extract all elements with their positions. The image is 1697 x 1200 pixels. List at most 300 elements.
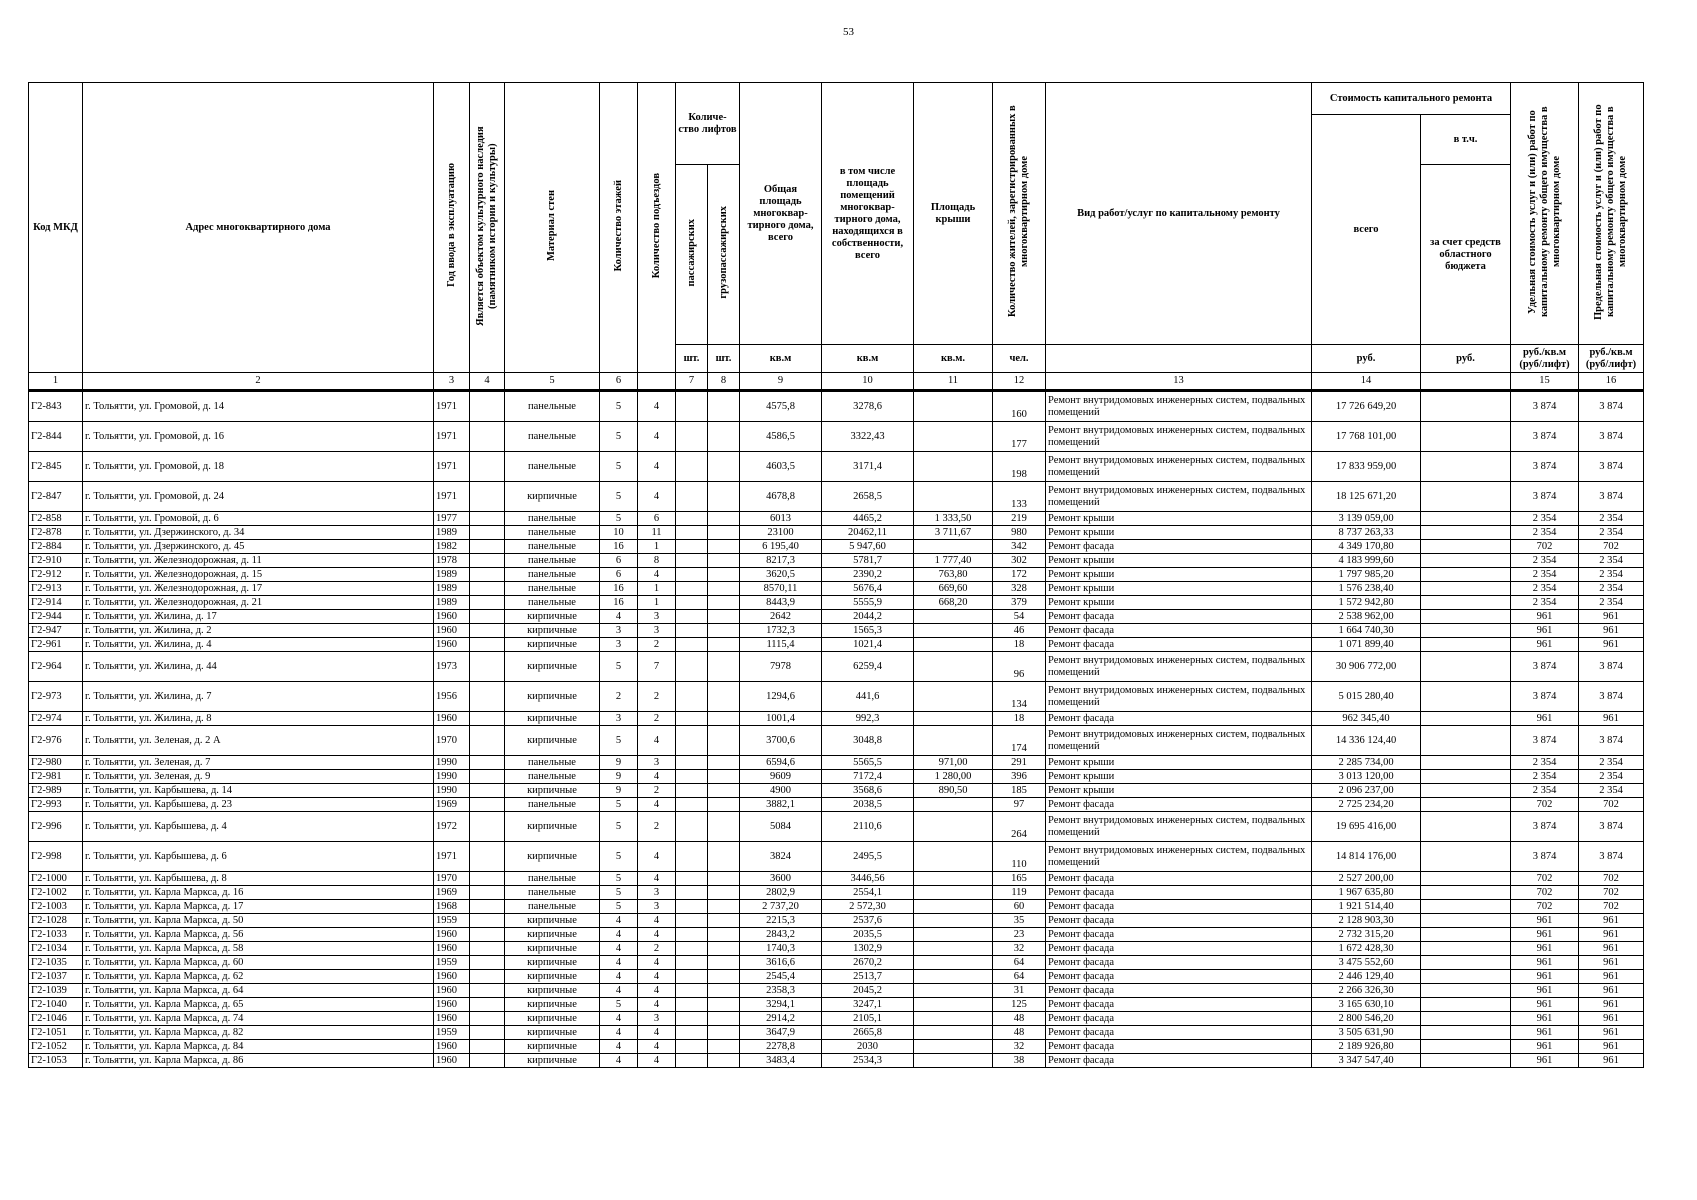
cell-code: Г2-878	[29, 526, 83, 540]
cell-entrances: 6	[638, 512, 676, 526]
cell-wall: кирпичные	[505, 652, 600, 682]
cell-year: 1969	[434, 798, 470, 812]
cell-owned-area: 2534,3	[822, 1054, 914, 1068]
cell-work-type: Ремонт крыши	[1046, 512, 1312, 526]
cell-year: 1960	[434, 712, 470, 726]
cell-heritage	[470, 1026, 505, 1040]
cell-passenger-lifts	[676, 942, 708, 956]
cell-entrances: 4	[638, 798, 676, 812]
table-row	[29, 1040, 1644, 1054]
cell-roof-area	[914, 998, 993, 1012]
cell-cost-total: 3 139 059,00	[1312, 512, 1421, 526]
cell-total-area: 4603,5	[740, 452, 822, 482]
cell-total-area: 3483,4	[740, 1054, 822, 1068]
cell-heritage	[470, 872, 505, 886]
cell-year: 1973	[434, 652, 470, 682]
cell-code: Г2-1000	[29, 872, 83, 886]
cell-cargo-lifts	[708, 998, 740, 1012]
cell-total-area: 2278,8	[740, 1040, 822, 1054]
cell-roof-area: 971,00	[914, 756, 993, 770]
cell-cost-regional	[1421, 726, 1511, 756]
cell-address: г. Тольятти, ул. Громовой, д. 24	[83, 482, 434, 512]
cell-floors: 6	[600, 554, 638, 568]
cell-address: г. Тольятти, ул. Карла Маркса, д. 56	[83, 928, 434, 942]
cell-work-type: Ремонт фасада	[1046, 984, 1312, 998]
unit-rub-1: руб.	[1312, 345, 1421, 373]
cell-year: 1989	[434, 582, 470, 596]
cell-unit-cost: 2 354	[1511, 512, 1579, 526]
cell-limit-cost: 702	[1579, 798, 1644, 812]
cell-work-type: Ремонт фасада	[1046, 798, 1312, 812]
cell-floors: 5	[600, 726, 638, 756]
cell-passenger-lifts	[676, 512, 708, 526]
unit-sqm-1: кв.м	[740, 345, 822, 373]
cell-entrances: 4	[638, 1040, 676, 1054]
cell-residents: 32	[993, 1040, 1046, 1054]
cell-total-area: 2802,9	[740, 886, 822, 900]
cell-passenger-lifts	[676, 1054, 708, 1068]
cell-cost-total: 2 538 962,00	[1312, 610, 1421, 624]
cell-entrances: 4	[638, 482, 676, 512]
cell-heritage	[470, 756, 505, 770]
cell-residents: 119	[993, 886, 1046, 900]
cell-year: 1960	[434, 998, 470, 1012]
cell-work-type: Ремонт фасада	[1046, 970, 1312, 984]
cell-roof-area: 1 280,00	[914, 770, 993, 784]
cell-owned-area: 6259,4	[822, 652, 914, 682]
header-limit-cost: Предельная стоимость услуг и (или) работ по капитальному ремонту общего имущества в многоквартирном доме	[1579, 83, 1644, 345]
cell-wall: кирпичные	[505, 784, 600, 798]
cell-code: Г2-845	[29, 452, 83, 482]
cell-unit-cost: 961	[1511, 956, 1579, 970]
cell-heritage	[470, 886, 505, 900]
cell-address: г. Тольятти, ул. Карла Маркса, д. 62	[83, 970, 434, 984]
cell-address: г. Тольятти, ул. Железнодорожная, д. 11	[83, 554, 434, 568]
cell-floors: 16	[600, 582, 638, 596]
cell-cargo-lifts	[708, 526, 740, 540]
cell-cost-regional	[1421, 842, 1511, 872]
cell-address: г. Тольятти, ул. Карбышева, д. 14	[83, 784, 434, 798]
cell-passenger-lifts	[676, 482, 708, 512]
cell-code: Г2-974	[29, 712, 83, 726]
cell-work-type: Ремонт внутридомовых инженерных систем, подвальных помещений	[1046, 422, 1312, 452]
cell-unit-cost: 961	[1511, 1012, 1579, 1026]
cell-owned-area: 5555,9	[822, 596, 914, 610]
cell-owned-area: 2105,1	[822, 1012, 914, 1026]
cell-residents: 18	[993, 712, 1046, 726]
cell-entrances: 4	[638, 568, 676, 582]
cell-work-type: Ремонт внутридомовых инженерных систем, подвальных помещений	[1046, 452, 1312, 482]
cell-wall: панельные	[505, 452, 600, 482]
table-row	[29, 1026, 1644, 1040]
cell-residents: 396	[993, 770, 1046, 784]
cell-entrances: 3	[638, 900, 676, 914]
cell-roof-area: 1 333,50	[914, 512, 993, 526]
cell-total-area: 1732,3	[740, 624, 822, 638]
cell-cargo-lifts	[708, 928, 740, 942]
cell-cargo-lifts	[708, 554, 740, 568]
column-number: 2	[83, 373, 434, 391]
cell-code: Г2-1051	[29, 1026, 83, 1040]
header-owned-area: в том числе площадь помещений многоквар- тирного дома, находящихся в собственности, всего	[822, 83, 914, 345]
column-number: 11	[914, 373, 993, 391]
cell-work-type: Ремонт крыши	[1046, 770, 1312, 784]
cell-limit-cost: 961	[1579, 928, 1644, 942]
cell-cargo-lifts	[708, 984, 740, 998]
cell-cargo-lifts	[708, 914, 740, 928]
cell-cost-total: 3 505 631,90	[1312, 1026, 1421, 1040]
cell-code: Г2-998	[29, 842, 83, 872]
table-row	[29, 568, 1644, 582]
table-row	[29, 638, 1644, 652]
cell-floors: 5	[600, 512, 638, 526]
cell-entrances: 1	[638, 540, 676, 554]
cell-unit-cost: 961	[1511, 970, 1579, 984]
cell-total-area: 1740,3	[740, 942, 822, 956]
cell-limit-cost: 2 354	[1579, 512, 1644, 526]
cell-total-area: 5084	[740, 812, 822, 842]
cell-owned-area: 441,6	[822, 682, 914, 712]
cell-cost-regional	[1421, 712, 1511, 726]
cell-cost-regional	[1421, 914, 1511, 928]
column-numbers-row	[29, 373, 1644, 391]
cell-cost-regional	[1421, 512, 1511, 526]
table-row	[29, 812, 1644, 842]
cell-wall: кирпичные	[505, 956, 600, 970]
cell-year: 1960	[434, 970, 470, 984]
cell-roof-area	[914, 638, 993, 652]
cell-total-area: 1115,4	[740, 638, 822, 652]
cell-wall: панельные	[505, 512, 600, 526]
cell-heritage	[470, 928, 505, 942]
cell-cargo-lifts	[708, 872, 740, 886]
cell-cost-regional	[1421, 582, 1511, 596]
cell-code: Г2-858	[29, 512, 83, 526]
column-number: 13	[1046, 373, 1312, 391]
cell-residents: 64	[993, 956, 1046, 970]
table-row	[29, 956, 1644, 970]
cell-year: 1960	[434, 624, 470, 638]
cell-roof-area	[914, 842, 993, 872]
cell-address: г. Тольятти, ул. Зеленая, д. 2 А	[83, 726, 434, 756]
cell-passenger-lifts	[676, 422, 708, 452]
cell-entrances: 4	[638, 770, 676, 784]
table-row	[29, 596, 1644, 610]
cell-owned-area: 2537,6	[822, 914, 914, 928]
cell-limit-cost: 3 874	[1579, 391, 1644, 422]
cell-cargo-lifts	[708, 842, 740, 872]
column-number: 9	[740, 373, 822, 391]
cell-unit-cost: 702	[1511, 886, 1579, 900]
cell-passenger-lifts	[676, 1040, 708, 1054]
cell-roof-area: 1 777,40	[914, 554, 993, 568]
cell-wall: панельные	[505, 526, 600, 540]
cell-year: 1989	[434, 596, 470, 610]
cell-entrances: 3	[638, 886, 676, 900]
cell-passenger-lifts	[676, 872, 708, 886]
cell-roof-area	[914, 652, 993, 682]
cell-passenger-lifts	[676, 798, 708, 812]
table-row	[29, 770, 1644, 784]
cell-cost-regional	[1421, 956, 1511, 970]
header-cost: Стоимость капитального ремонта	[1312, 83, 1511, 115]
cell-cost-total: 17 726 649,20	[1312, 391, 1421, 422]
header-total-area: Общая площадь многоквар- тирного дома, всего	[740, 83, 822, 345]
cell-address: г. Тольятти, ул. Карла Маркса, д. 58	[83, 942, 434, 956]
cell-heritage	[470, 610, 505, 624]
cell-owned-area: 1565,3	[822, 624, 914, 638]
cell-limit-cost: 702	[1579, 872, 1644, 886]
cell-cost-regional	[1421, 482, 1511, 512]
cell-residents: 48	[993, 1026, 1046, 1040]
cell-floors: 4	[600, 928, 638, 942]
cell-passenger-lifts	[676, 712, 708, 726]
cell-floors: 10	[600, 526, 638, 540]
table-row	[29, 900, 1644, 914]
cell-cost-regional	[1421, 554, 1511, 568]
cell-work-type: Ремонт фасада	[1046, 1054, 1312, 1068]
cell-cost-total: 14 336 124,40	[1312, 726, 1421, 756]
cell-total-area: 2 737,20	[740, 900, 822, 914]
cell-residents: 110	[993, 842, 1046, 872]
cell-owned-area: 20462,11	[822, 526, 914, 540]
cell-floors: 4	[600, 1026, 638, 1040]
cell-code: Г2-1052	[29, 1040, 83, 1054]
cell-wall: кирпичные	[505, 1012, 600, 1026]
cell-work-type: Ремонт фасада	[1046, 624, 1312, 638]
cell-passenger-lifts	[676, 610, 708, 624]
cell-roof-area	[914, 726, 993, 756]
cell-passenger-lifts	[676, 914, 708, 928]
cell-total-area: 7978	[740, 652, 822, 682]
cell-total-area: 23100	[740, 526, 822, 540]
cell-entrances: 3	[638, 756, 676, 770]
cell-owned-area: 5565,5	[822, 756, 914, 770]
cell-limit-cost: 961	[1579, 624, 1644, 638]
cell-total-area: 3824	[740, 842, 822, 872]
cell-code: Г2-847	[29, 482, 83, 512]
cell-work-type: Ремонт фасада	[1046, 610, 1312, 624]
cell-cost-regional	[1421, 391, 1511, 422]
cell-limit-cost: 2 354	[1579, 756, 1644, 770]
cell-floors: 4	[600, 1012, 638, 1026]
cell-code: Г2-961	[29, 638, 83, 652]
cell-heritage	[470, 942, 505, 956]
cell-wall: панельные	[505, 568, 600, 582]
cell-cost-regional	[1421, 984, 1511, 998]
cell-heritage	[470, 582, 505, 596]
cell-heritage	[470, 784, 505, 798]
cell-cost-regional	[1421, 568, 1511, 582]
cell-floors: 4	[600, 956, 638, 970]
cell-year: 1956	[434, 682, 470, 712]
cell-residents: 97	[993, 798, 1046, 812]
cell-heritage	[470, 914, 505, 928]
cell-work-type: Ремонт внутридомовых инженерных систем, подвальных помещений	[1046, 682, 1312, 712]
cell-owned-area: 7172,4	[822, 770, 914, 784]
cell-total-area: 2358,3	[740, 984, 822, 998]
cell-heritage	[470, 652, 505, 682]
cell-roof-area	[914, 984, 993, 998]
cell-code: Г2-1046	[29, 1012, 83, 1026]
cell-address: г. Тольятти, ул. Железнодорожная, д. 21	[83, 596, 434, 610]
cell-residents: 172	[993, 568, 1046, 582]
cell-passenger-lifts	[676, 842, 708, 872]
cell-passenger-lifts	[676, 568, 708, 582]
cell-address: г. Тольятти, ул. Громовой, д. 6	[83, 512, 434, 526]
cell-wall: кирпичные	[505, 970, 600, 984]
cell-wall: панельные	[505, 900, 600, 914]
cell-roof-area: 668,20	[914, 596, 993, 610]
cell-unit-cost: 2 354	[1511, 526, 1579, 540]
cell-cost-regional	[1421, 422, 1511, 452]
cell-heritage	[470, 984, 505, 998]
cell-cargo-lifts	[708, 391, 740, 422]
cell-unit-cost: 3 874	[1511, 726, 1579, 756]
cell-passenger-lifts	[676, 1026, 708, 1040]
cell-wall: панельные	[505, 770, 600, 784]
cell-unit-cost: 702	[1511, 540, 1579, 554]
cell-heritage	[470, 900, 505, 914]
cell-cost-total: 1 672 428,30	[1312, 942, 1421, 956]
cell-code: Г2-1028	[29, 914, 83, 928]
cell-wall: панельные	[505, 596, 600, 610]
cell-cargo-lifts	[708, 1026, 740, 1040]
cell-total-area: 8570,11	[740, 582, 822, 596]
cell-unit-cost: 3 874	[1511, 812, 1579, 842]
cell-limit-cost: 961	[1579, 998, 1644, 1012]
table-row	[29, 652, 1644, 682]
cell-address: г. Тольятти, ул. Карла Маркса, д. 50	[83, 914, 434, 928]
cell-cargo-lifts	[708, 512, 740, 526]
cell-owned-area: 4465,2	[822, 512, 914, 526]
cell-owned-area: 2035,5	[822, 928, 914, 942]
cell-code: Г2-914	[29, 596, 83, 610]
cell-limit-cost: 961	[1579, 942, 1644, 956]
cell-cost-total: 30 906 772,00	[1312, 652, 1421, 682]
cell-year: 1960	[434, 1012, 470, 1026]
cell-address: г. Тольятти, ул. Громовой, д. 18	[83, 452, 434, 482]
cell-cost-regional	[1421, 1026, 1511, 1040]
cell-limit-cost: 2 354	[1579, 568, 1644, 582]
table-row	[29, 942, 1644, 956]
cell-residents: 264	[993, 812, 1046, 842]
cell-year: 1960	[434, 1040, 470, 1054]
table-row	[29, 726, 1644, 756]
cell-limit-cost: 3 874	[1579, 682, 1644, 712]
cell-cost-total: 14 814 176,00	[1312, 842, 1421, 872]
header-cost-total: всего	[1312, 115, 1421, 345]
cell-total-area: 4900	[740, 784, 822, 798]
cell-cost-total: 17 833 959,00	[1312, 452, 1421, 482]
cell-residents: 48	[993, 1012, 1046, 1026]
cell-cargo-lifts	[708, 568, 740, 582]
cell-residents: 219	[993, 512, 1046, 526]
cell-unit-cost: 3 874	[1511, 452, 1579, 482]
cell-entrances: 2	[638, 812, 676, 842]
cell-code: Г2-964	[29, 652, 83, 682]
cell-owned-area: 3446,56	[822, 872, 914, 886]
cell-work-type: Ремонт крыши	[1046, 756, 1312, 770]
cell-year: 1959	[434, 956, 470, 970]
cell-limit-cost: 3 874	[1579, 812, 1644, 842]
cell-floors: 5	[600, 452, 638, 482]
cell-roof-area	[914, 391, 993, 422]
table-row	[29, 914, 1644, 928]
cell-residents: 134	[993, 682, 1046, 712]
cell-code: Г2-1053	[29, 1054, 83, 1068]
cell-heritage	[470, 970, 505, 984]
cell-roof-area: 669,60	[914, 582, 993, 596]
cell-wall: кирпичные	[505, 984, 600, 998]
cell-code: Г2-913	[29, 582, 83, 596]
cell-address: г. Тольятти, ул. Жилина, д. 8	[83, 712, 434, 726]
cell-entrances: 2	[638, 942, 676, 956]
cell-heritage	[470, 526, 505, 540]
cell-address: г. Тольятти, ул. Жилина, д. 44	[83, 652, 434, 682]
cell-heritage	[470, 1054, 505, 1068]
cell-passenger-lifts	[676, 682, 708, 712]
cell-cargo-lifts	[708, 596, 740, 610]
cell-cost-total: 2 527 200,00	[1312, 872, 1421, 886]
cell-unit-cost: 2 354	[1511, 582, 1579, 596]
cell-cost-regional	[1421, 1012, 1511, 1026]
table-row	[29, 970, 1644, 984]
cell-work-type: Ремонт крыши	[1046, 554, 1312, 568]
cell-roof-area	[914, 900, 993, 914]
cell-cargo-lifts	[708, 422, 740, 452]
column-number: 15	[1511, 373, 1579, 391]
cell-floors: 5	[600, 872, 638, 886]
cell-cargo-lifts	[708, 726, 740, 756]
cell-year: 1969	[434, 886, 470, 900]
cell-code: Г2-981	[29, 770, 83, 784]
cell-unit-cost: 3 874	[1511, 391, 1579, 422]
column-number: 5	[505, 373, 600, 391]
cell-limit-cost: 3 874	[1579, 652, 1644, 682]
cell-year: 1982	[434, 540, 470, 554]
cell-owned-area: 2513,7	[822, 970, 914, 984]
cell-code: Г2-1033	[29, 928, 83, 942]
cell-cost-total: 4 183 999,60	[1312, 554, 1421, 568]
cell-work-type: Ремонт внутридомовых инженерных систем, подвальных помещений	[1046, 812, 1312, 842]
column-number: 4	[470, 373, 505, 391]
cell-total-area: 6594,6	[740, 756, 822, 770]
cell-limit-cost: 961	[1579, 712, 1644, 726]
cell-wall: панельные	[505, 554, 600, 568]
unit-sqm-3: кв.м.	[914, 345, 993, 373]
cell-roof-area	[914, 624, 993, 638]
cell-year: 1977	[434, 512, 470, 526]
cell-passenger-lifts	[676, 784, 708, 798]
cell-cargo-lifts	[708, 482, 740, 512]
column-number	[638, 373, 676, 391]
cell-unit-cost: 961	[1511, 1040, 1579, 1054]
cell-cargo-lifts	[708, 638, 740, 652]
cell-total-area: 3616,6	[740, 956, 822, 970]
cell-unit-cost: 961	[1511, 712, 1579, 726]
cell-residents: 125	[993, 998, 1046, 1012]
cell-code: Г2-843	[29, 391, 83, 422]
cell-passenger-lifts	[676, 770, 708, 784]
cell-roof-area	[914, 886, 993, 900]
cell-wall: панельные	[505, 540, 600, 554]
cell-floors: 2	[600, 682, 638, 712]
cell-heritage	[470, 1012, 505, 1026]
cell-wall: панельные	[505, 872, 600, 886]
cell-wall: панельные	[505, 582, 600, 596]
cell-roof-area	[914, 914, 993, 928]
